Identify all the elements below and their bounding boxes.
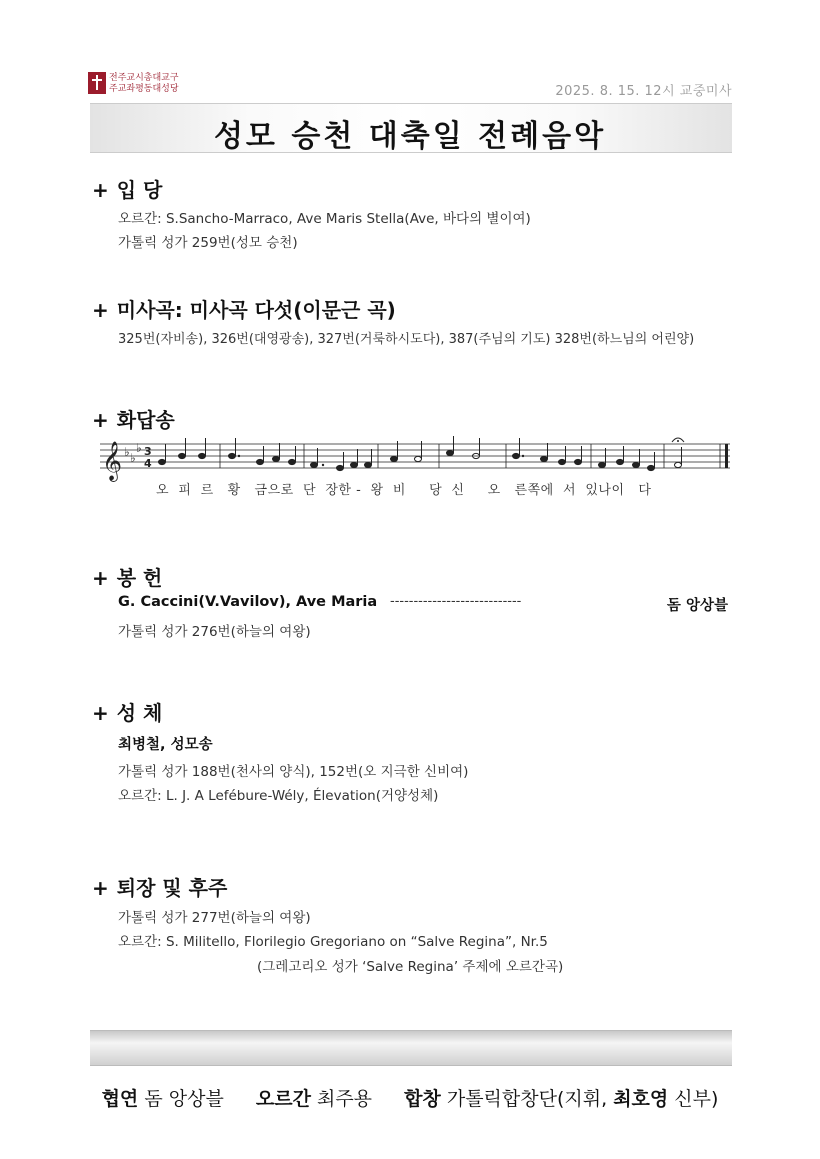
credit-label-ensemble: 협연: [101, 1088, 139, 1110]
section-heading-communion: + 성 체: [92, 701, 163, 725]
svg-text:♭: ♭: [136, 441, 142, 455]
cathedral-logo-icon: [88, 72, 106, 94]
svg-text:♭: ♭: [124, 445, 130, 459]
communion-organ: 오르간: L. J. A Lefébure-Wély, Élevation(거양성체): [118, 788, 439, 804]
credit-ensemble: 돔 앙상블: [144, 1088, 224, 1110]
offertory-performer: 돔 앙상블: [666, 598, 728, 614]
mass-date: 2025. 8. 15. 12시 교중미사: [555, 84, 732, 99]
section-heading-entrance: + 입 당: [92, 178, 163, 202]
section-heading-mass: + 미사곡: 미사곡 다섯(이문근 곡): [92, 298, 396, 322]
page-title: 성모 승천 대축일 전례음악: [213, 119, 607, 154]
credit-label-choir: 합창: [404, 1088, 441, 1110]
footer-band: [90, 1030, 732, 1066]
logo-text-line1: 전주교시총대교구: [109, 73, 179, 83]
credits: [0, 1084, 820, 1111]
section-heading-offertory: + 봉 헌: [92, 566, 163, 590]
communion-hymns: 가톨릭 성가 188번(천사의 양식), 152번(오 지극한 신비여): [118, 764, 469, 780]
svg-text:3: 3: [144, 445, 152, 458]
logo-text-line2: 주교좌평동대성당: [109, 84, 179, 94]
parish-logo: [88, 72, 198, 96]
offertory-dash-leader: ----------------------------: [390, 594, 522, 609]
svg-text:♭: ♭: [130, 451, 136, 465]
mass-parts: 325번(자비송), 326번(대영광송), 327번(거룩하시도다), 387(주님의 기도) 328번(하느님의 어린양): [118, 332, 695, 347]
entrance-organ: 오르간: S.Sancho-Marraco, Ave Maris Stella(Ave, 바다의 별이여): [118, 211, 531, 227]
plus-icon: +: [92, 298, 109, 322]
credit-organist: 최주용: [316, 1088, 373, 1110]
credit-choir: 가톨릭합창단(지휘,: [446, 1088, 608, 1110]
plus-icon: +: [92, 566, 109, 590]
plus-icon: +: [92, 408, 109, 432]
communion-choir-piece: 최병철, 성모송: [118, 737, 213, 753]
svg-text:4: 4: [144, 457, 152, 470]
section-heading-psalm: + 화답송: [92, 408, 175, 432]
recessional-organ: 오르간: S. Militello, Florilegio Gregoriano on “Salve Regina”, Nr.5: [118, 934, 548, 950]
treble-clef-icon: 𝄞: [102, 441, 123, 481]
recessional-hymn: 가톨릭 성가 277번(하늘의 여왕): [118, 910, 311, 926]
psalm-lyrics: 오 피 르 황 금으로 단 장한 - 왕 비 당 신 오 른쪽에 서 있나이 다: [156, 483, 652, 498]
recessional-organ-note: (그레고리오 성가 ‘Salve Regina’ 주제에 오르간곡): [257, 959, 564, 975]
offertory-piece: G. Caccini(V.Vavilov), Ave Maria: [118, 594, 378, 610]
credit-label-organ: 오르간: [255, 1088, 311, 1110]
offertory-hymn: 가톨릭 성가 276번(하늘의 여왕): [118, 624, 311, 640]
plus-icon: +: [92, 178, 109, 202]
credit-conductor: 최호영: [613, 1088, 669, 1110]
entrance-hymn: 가톨릭 성가 259번(성모 승천): [118, 235, 298, 251]
plus-icon: +: [92, 876, 109, 900]
section-heading-recessional: + 퇴장 및 후주: [92, 876, 228, 900]
credit-conductor-title: 신부): [674, 1088, 719, 1110]
plus-icon: +: [92, 701, 109, 725]
